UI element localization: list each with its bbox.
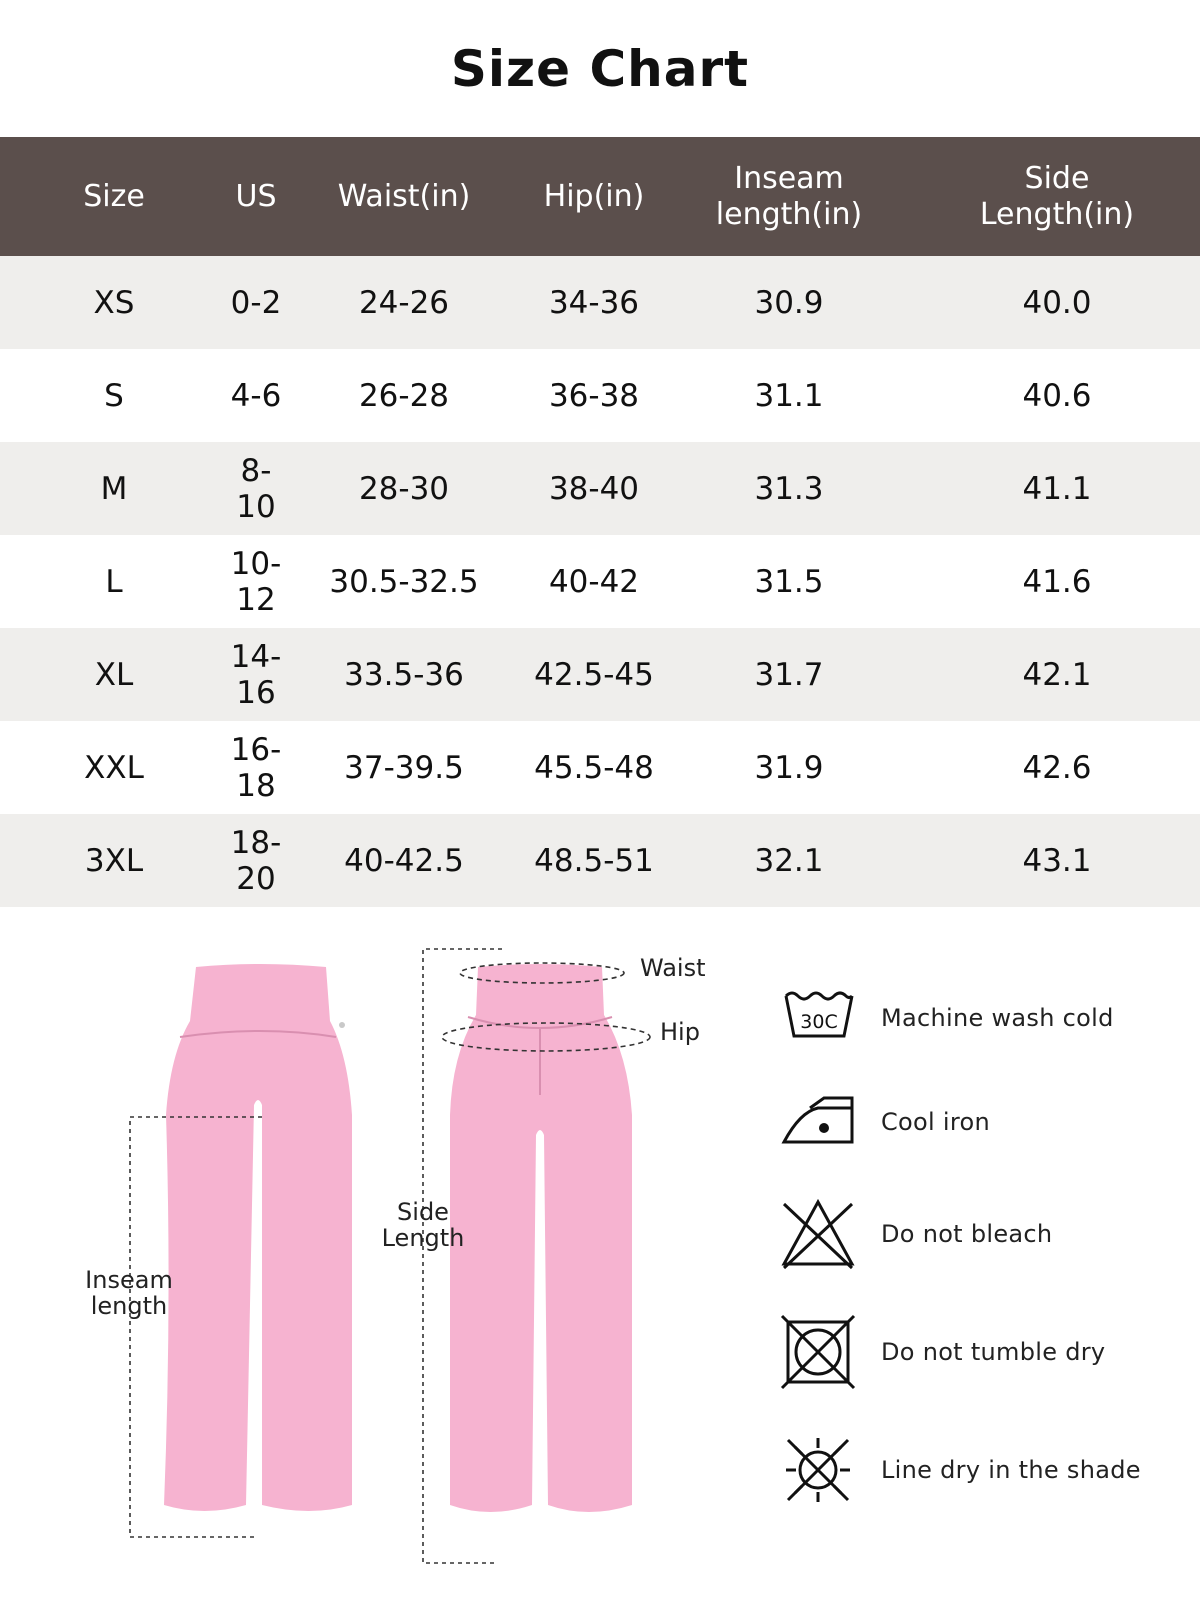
table-cell: 38-40 (524, 442, 664, 535)
no-bleach-icon (780, 1196, 856, 1272)
table-cell: 31.3 (664, 442, 914, 535)
table-row (0, 256, 1200, 349)
table-cell: XL (0, 628, 228, 721)
table-cell: 43.1 (914, 814, 1200, 907)
table-cell: 42.5-45 (524, 628, 664, 721)
back-pants (450, 964, 632, 1512)
table-row (0, 721, 1200, 814)
table-body (0, 256, 1200, 907)
column-header (524, 137, 664, 256)
hip-label: Hip (660, 1018, 700, 1046)
care-label: Cool iron (881, 1108, 991, 1136)
table-cell: 41.6 (914, 535, 1200, 628)
wash-temp-label: 30C (800, 1011, 838, 1033)
table-cell: 40-42.5 (284, 814, 524, 907)
care-item-machine-wash (775, 980, 1195, 1060)
care-item-line-dry-shade (775, 1432, 1195, 1512)
table-row (0, 442, 1200, 535)
table-cell: 4-6 (228, 349, 284, 442)
column-header (0, 137, 228, 256)
table-cell: 32.1 (664, 814, 914, 907)
pants-diagram (0, 945, 760, 1565)
column-header (228, 137, 284, 256)
page-title: Size Chart (450, 40, 750, 98)
table-row (0, 535, 1200, 628)
iron-icon (780, 1084, 856, 1160)
table-cell: 37-39.5 (284, 721, 524, 814)
table-row (0, 628, 1200, 721)
column-header-label: Hip(in) (543, 178, 645, 214)
table-cell: 26-28 (284, 349, 524, 442)
column-header-label: US (235, 178, 277, 214)
care-item-iron (775, 1084, 1195, 1164)
care-item-no-tumble-dry (775, 1314, 1195, 1394)
pants-illustration (0, 945, 760, 1565)
table-cell: 3XL (0, 814, 228, 907)
table-cell: XXL (0, 721, 228, 814)
table-cell: 31.1 (664, 349, 914, 442)
table-row (0, 349, 1200, 442)
front-pants (164, 964, 352, 1511)
table-cell: 31.5 (664, 535, 914, 628)
care-label: Do not tumble dry (881, 1338, 1106, 1366)
care-label: Machine wash cold (881, 1004, 1114, 1032)
table-cell: 36-38 (524, 349, 664, 442)
table-cell: 14-16 (228, 628, 284, 721)
table-cell: 48.5-51 (524, 814, 664, 907)
table-cell: 40.6 (914, 349, 1200, 442)
inseam-length-label: Inseam length (85, 1266, 173, 1320)
side-length-label: Side Length (381, 1198, 465, 1252)
machine-wash-icon (780, 980, 856, 1056)
table-cell: 41.1 (914, 442, 1200, 535)
table-cell: 31.7 (664, 628, 914, 721)
table-cell: 40-42 (524, 535, 664, 628)
care-label: Line dry in the shade (881, 1456, 1141, 1484)
size-table (0, 137, 1200, 907)
table-cell: 42.1 (914, 628, 1200, 721)
column-header-label: Size (83, 178, 145, 214)
table-cell: 45.5-48 (524, 721, 664, 814)
care-label: Do not bleach (881, 1220, 1053, 1248)
column-header-label: Side Length(in) (979, 160, 1135, 232)
table-cell: 34-36 (524, 256, 664, 349)
table-cell: 24-26 (284, 256, 524, 349)
table-cell: 40.0 (914, 256, 1200, 349)
table-cell: 30.9 (664, 256, 914, 349)
table-cell: 31.9 (664, 721, 914, 814)
column-header (914, 137, 1200, 256)
column-header-label: Waist(in) (337, 178, 471, 214)
column-header (664, 137, 914, 256)
table-row (0, 814, 1200, 907)
table-cell: 33.5-36 (284, 628, 524, 721)
table-cell: S (0, 349, 228, 442)
table-cell: 16-18 (228, 721, 284, 814)
table-cell: 30.5-32.5 (284, 535, 524, 628)
table-cell: L (0, 535, 228, 628)
column-header-label: Inseam length(in) (715, 160, 863, 232)
table-header-row (0, 137, 1200, 256)
table-cell: 28-30 (284, 442, 524, 535)
table-cell: XS (0, 256, 228, 349)
care-item-no-bleach (775, 1196, 1195, 1276)
no-tumble-dry-icon (780, 1314, 856, 1390)
table-cell: 42.6 (914, 721, 1200, 814)
table-cell: M (0, 442, 228, 535)
column-header (284, 137, 524, 256)
waist-label: Waist (640, 954, 706, 982)
table-cell: 10-12 (228, 535, 284, 628)
table-cell: 18-20 (228, 814, 284, 907)
table-cell: 8-10 (228, 442, 284, 535)
table-cell: 0-2 (228, 256, 284, 349)
line-dry-shade-icon (780, 1432, 856, 1508)
